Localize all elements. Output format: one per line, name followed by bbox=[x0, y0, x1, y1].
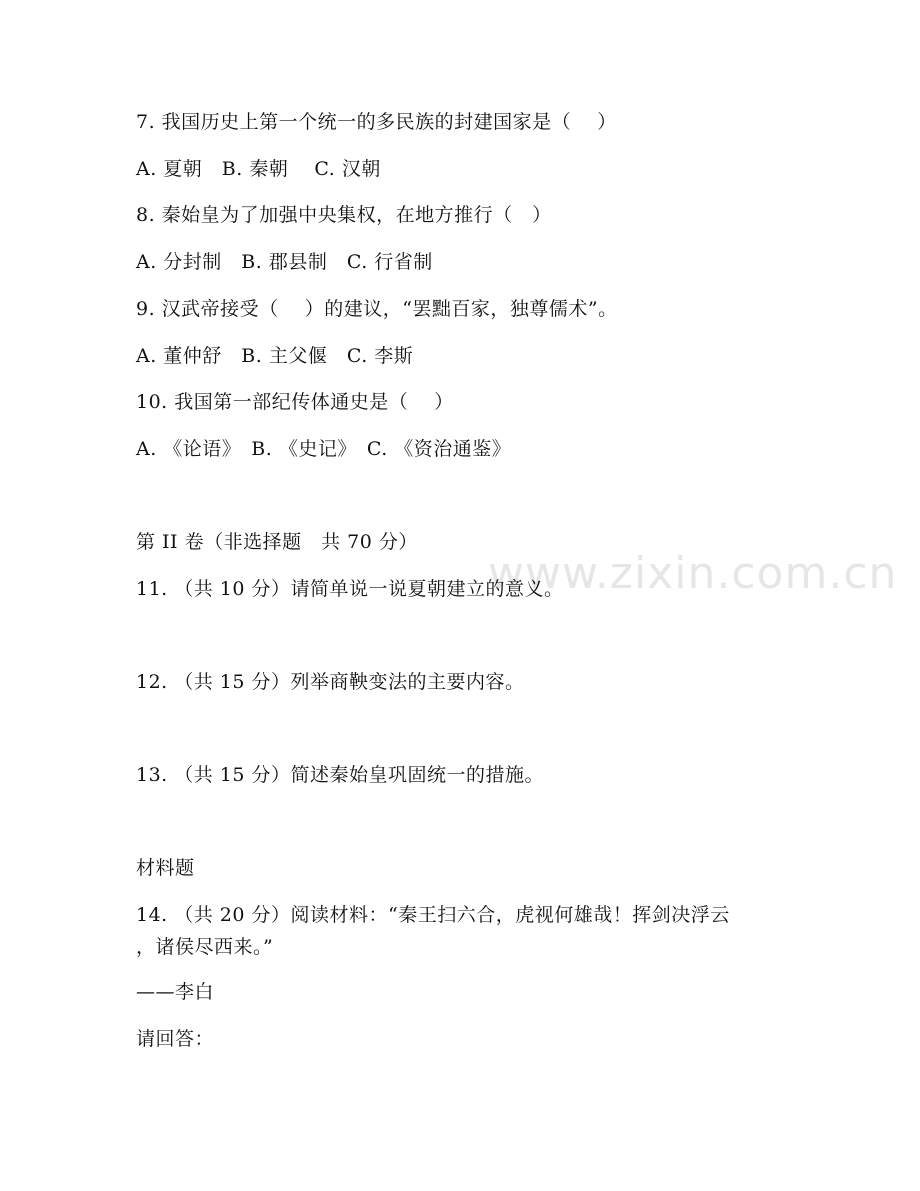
question-8-options: A. 分封制 B. 郡县制 C. 行省制 bbox=[136, 251, 433, 273]
question-7-stem: 7. 我国历史上第一个统一的多民族的封建国家是（ ） bbox=[136, 111, 617, 133]
question-8-stem: 8. 秦始皇为了加强中央集权，在地方推行（ ） bbox=[136, 204, 552, 226]
material-heading: 材料题 bbox=[136, 857, 195, 879]
answer-prompt: 请回答： bbox=[136, 1028, 215, 1050]
question-10-options: A. 《论语》 B. 《史记》 C. 《资治通鉴》 bbox=[136, 438, 512, 460]
quote-attribution: ——李白 bbox=[136, 981, 215, 1003]
question-14-line-2: ，诸侯尽西来。” bbox=[136, 936, 274, 958]
question-12: 12. （共 15 分）列举商鞅变法的主要内容。 bbox=[136, 671, 525, 693]
watermark: www.zixin.com.cn bbox=[488, 548, 898, 599]
question-7-options: A. 夏朝 B. 秦朝 C. 汉朝 bbox=[136, 158, 381, 180]
question-11: 11. （共 10 分）请简单说一说夏朝建立的意义。 bbox=[136, 578, 564, 600]
question-14-line-1: 14. （共 20 分）阅读材料：“秦王扫六合，虎视何雄哉！挥剑决浮云 bbox=[136, 904, 730, 926]
section-2-title: 第 II 卷（非选择题 共 70 分） bbox=[136, 531, 418, 553]
question-9-options: A. 董仲舒 B. 主父偃 C. 李斯 bbox=[136, 345, 414, 367]
question-10-stem: 10. 我国第一部纪传体通史是（ ） bbox=[136, 391, 454, 413]
question-13: 13. （共 15 分）简述秦始皇巩固统一的措施。 bbox=[136, 764, 545, 786]
question-9-stem: 9. 汉武帝接受（ ）的建议，“罢黜百家，独尊儒术”。 bbox=[136, 298, 618, 320]
